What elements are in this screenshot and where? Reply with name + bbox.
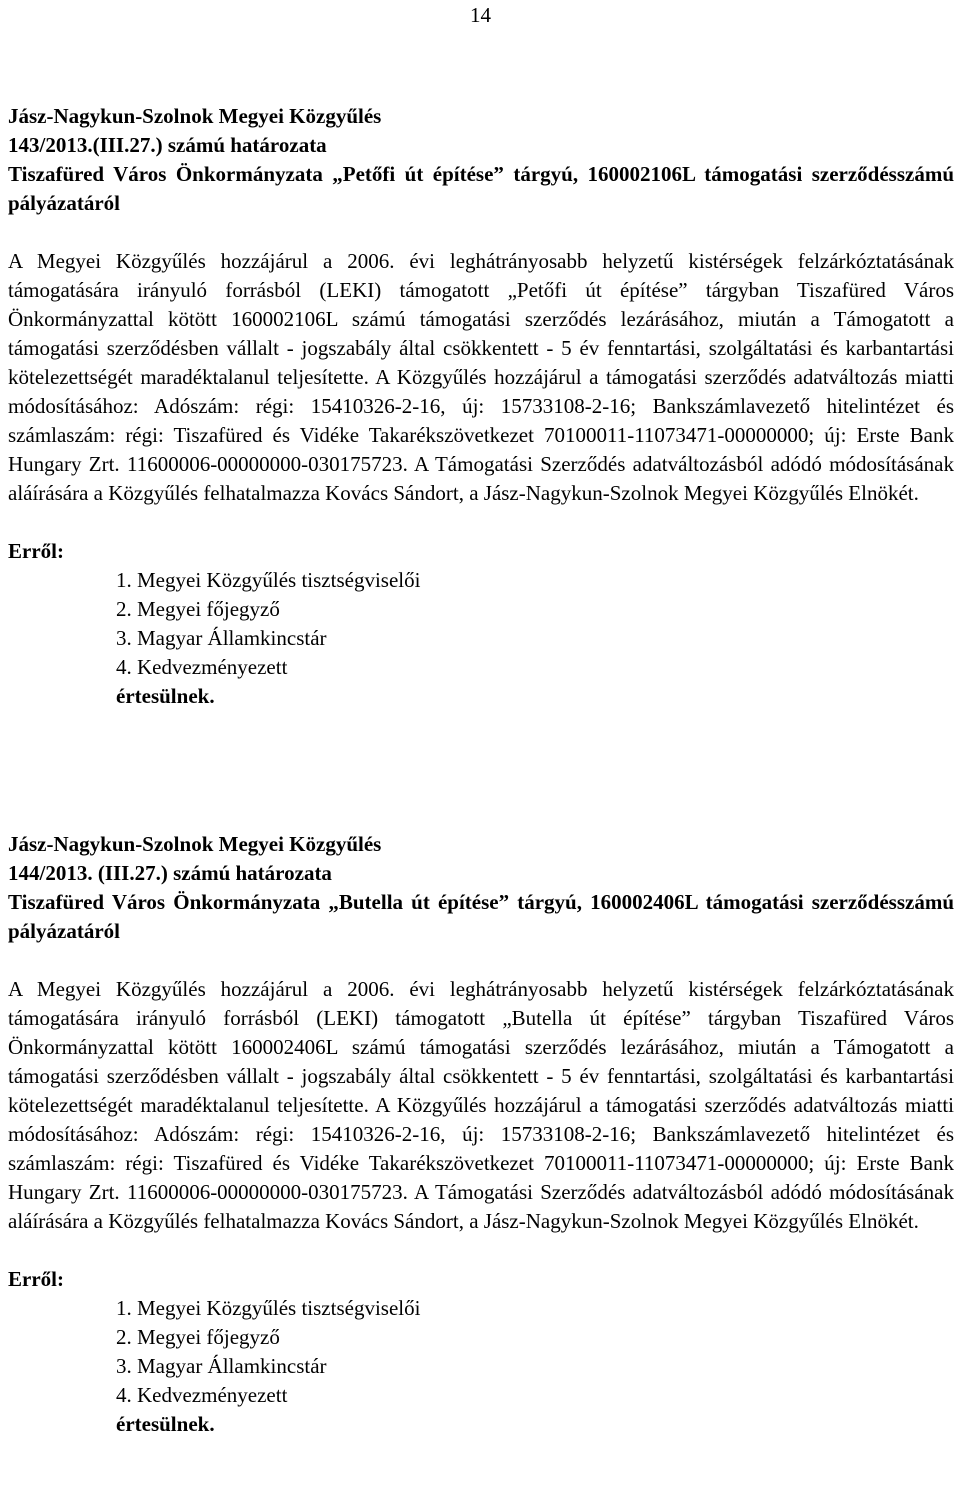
resolution-number: 143/2013.(III.27.) számú határozata [8, 133, 327, 157]
resolution-143 [8, 102, 954, 711]
recipient-list [8, 566, 954, 682]
issuing-body: Jász-Nagykun-Szolnok Megyei Közgyűlés [8, 104, 382, 128]
resolution-subject: Tiszafüred Város Önkormányzata „Petőfi út építése” tárgyú, 160002106L támogatási szerződésszámú pályázatáról [8, 162, 954, 215]
resolution-144 [8, 830, 954, 1439]
page-number: 14 [470, 3, 491, 27]
recipient-item: 4. Kedvezményezett [116, 1383, 288, 1407]
recipient-list [8, 1294, 954, 1410]
closing-text: értesülnek. [116, 684, 215, 708]
recipient-item: 3. Magyar Államkincstár [116, 1354, 327, 1378]
notify-label: Erről: [8, 539, 64, 563]
notify-label: Erről: [8, 1267, 64, 1291]
recipient-item: 2. Megyei főjegyző [116, 597, 280, 621]
recipient-item: 2. Megyei főjegyző [116, 1325, 280, 1349]
recipient-item: 3. Magyar Államkincstár [116, 626, 327, 650]
resolution-body: A Megyei Közgyűlés hozzájárul a 2006. évi leghátrányosabb helyzetű kistérségek felzárkóztatásának támogatására irányuló forrásból (LEKI) támogatott „Butella út építése” tárgyban Tiszafüred Város Önkormányzattal kötött 160002406L számú támogatási szerződés lezárásához, miután a Támogatott a támogatási szerződésben vállalt - jogszabály által csökkentett - 5 év fenntartási, szolgáltatási és karbantartási kötelezettségét maradéktalanul teljesítette. A Közgyűlés hozzájárul a támogatási szerződés adatváltozás miatti módosításához: Adószám: régi: 15410326-2-16, új: 15733108-2-16; Bankszámlavezető hitelintézet és számlaszám: régi: Tiszafüred és Vidéke Takarékszövetkezet 70100011-11073471-00000000; új: Erste Bank Hungary Zrt. 11600006-00000000-030175723. A Támogatási Szerződés adatváltozásból adódó módosításának aláírására a Közgyűlés felhatalmazza Kovács Sándort, a Jász-Nagykun-Szolnok Megyei Közgyűlés Elnökét. [8, 977, 954, 1233]
resolution-body: A Megyei Közgyűlés hozzájárul a 2006. évi leghátrányosabb helyzetű kistérségek felzárkóztatásának támogatására irányuló forrásból (LEKI) támogatott „Petőfi út építése” tárgyban Tiszafüred Város Önkormányzattal kötött 160002106L számú támogatási szerződés lezárásához, miután a Támogatott a támogatási szerződésben vállalt - jogszabály által csökkentett - 5 év fenntartási, szolgáltatási és karbantartási kötelezettségét maradéktalanul teljesítette. A Közgyűlés hozzájárul a támogatási szerződés adatváltozás miatti módosításához: Adószám: régi: 15410326-2-16, új: 15733108-2-16; Bankszámlavezető hitelintézet és számlaszám: régi: Tiszafüred és Vidéke Takarékszövetkezet 70100011-11073471-00000000; új: Erste Bank Hungary Zrt. 11600006-00000000-030175723. A Támogatási Szerződés adatváltozásból adódó módosításának aláírására a Közgyűlés felhatalmazza Kovács Sándort, a Jász-Nagykun-Szolnok Megyei Közgyűlés Elnökét. [8, 249, 954, 505]
resolution-number: 144/2013. (III.27.) számú határozata [8, 861, 332, 885]
issuing-body: Jász-Nagykun-Szolnok Megyei Közgyűlés [8, 832, 382, 856]
resolution-subject: Tiszafüred Város Önkormányzata „Butella út építése” tárgyú, 160002406L támogatási szerződésszámú pályázatáról [8, 890, 954, 943]
closing-text: értesülnek. [116, 1412, 215, 1436]
recipient-item: 1. Megyei Közgyűlés tisztségviselői [116, 568, 421, 592]
recipient-item: 4. Kedvezményezett [116, 655, 288, 679]
recipient-item: 1. Megyei Közgyűlés tisztségviselői [116, 1296, 421, 1320]
